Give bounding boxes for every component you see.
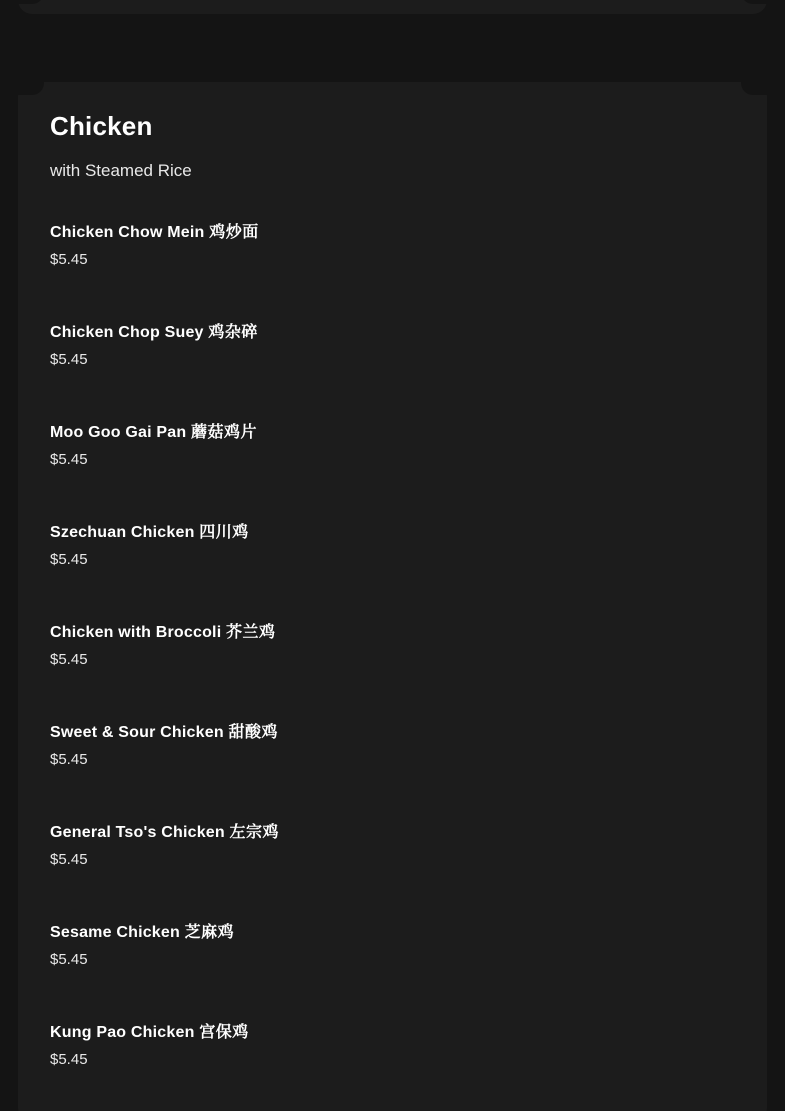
- menu-item-price: $5.45: [50, 251, 88, 268]
- menu-item-name: [50, 722, 735, 744]
- menu-item-name-en: Kung Pao Chicken: [50, 1024, 195, 1041]
- menu-item-name-cjk: 鸡杂碎: [208, 324, 258, 341]
- menu-item-name-cjk: 鸡炒面: [209, 224, 259, 241]
- menu-item-name-cjk: 芝麻鸡: [184, 924, 235, 941]
- menu-item-price: $5.45: [50, 751, 88, 768]
- menu-item[interactable]: [50, 922, 735, 1022]
- card-notch-top-left: [18, 82, 44, 95]
- menu-item-price: $5.45: [50, 651, 88, 668]
- menu-item-name: [50, 422, 735, 444]
- menu-item[interactable]: [50, 322, 735, 422]
- menu-item-name: [50, 922, 735, 944]
- menu-item-price: $5.45: [50, 951, 88, 968]
- menu-item[interactable]: [50, 222, 735, 322]
- card-notch-top-right: [741, 82, 767, 95]
- menu-item-price: $5.45: [50, 551, 88, 568]
- menu-item-name: [50, 322, 735, 344]
- section-title: Chicken: [50, 111, 153, 141]
- menu-item[interactable]: [50, 822, 735, 922]
- menu-item-name-en: Chicken Chow Mein: [50, 224, 205, 241]
- menu-item-name-en: Moo Goo Gai Pan: [50, 424, 187, 441]
- section-subtitle: with Steamed Rice: [50, 161, 192, 180]
- menu-item-price: $5.45: [50, 851, 88, 868]
- menu-item-name: [50, 222, 735, 244]
- menu-item[interactable]: [50, 622, 735, 722]
- menu-item-name-cjk: 蘑菇鸡片: [191, 424, 258, 441]
- menu-item-name-en: Chicken with Broccoli: [50, 624, 222, 641]
- card-notch-left: [18, 0, 44, 4]
- menu-item[interactable]: [50, 422, 735, 522]
- menu-item-name-en: Chicken Chop Suey: [50, 324, 204, 341]
- menu-item-name-cjk: 宫保鸡: [199, 1024, 249, 1041]
- menu-item-name-en: General Tso's Chicken: [50, 824, 225, 841]
- menu-item-name-en: Szechuan Chicken: [50, 524, 195, 541]
- menu-item[interactable]: [50, 522, 735, 622]
- menu-item-name: [50, 1022, 735, 1044]
- chicken-section-card: [18, 82, 767, 1111]
- menu-item-name-cjk: 甜酸鸡: [228, 724, 278, 741]
- menu-item-name: [50, 522, 735, 544]
- previous-section-card-partial: [18, 0, 767, 14]
- menu-item-list: [50, 182, 735, 1111]
- menu-item-name-en: Sweet & Sour Chicken: [50, 724, 224, 741]
- menu-item-name: [50, 622, 735, 644]
- menu-item-name-cjk: 左宗鸡: [229, 824, 280, 841]
- menu-item-name-cjk: 四川鸡: [199, 524, 249, 541]
- menu-item-price: $5.45: [50, 1051, 88, 1068]
- menu-item-name-cjk: 芥兰鸡: [226, 624, 276, 641]
- card-notch-right: [741, 0, 767, 4]
- menu-item-price: $5.45: [50, 451, 88, 468]
- menu-item-price: $5.45: [50, 351, 88, 368]
- menu-item[interactable]: [50, 722, 735, 822]
- menu-item[interactable]: [50, 1022, 735, 1111]
- menu-item-name: [50, 822, 735, 844]
- menu-item-name-en: Sesame Chicken: [50, 924, 180, 941]
